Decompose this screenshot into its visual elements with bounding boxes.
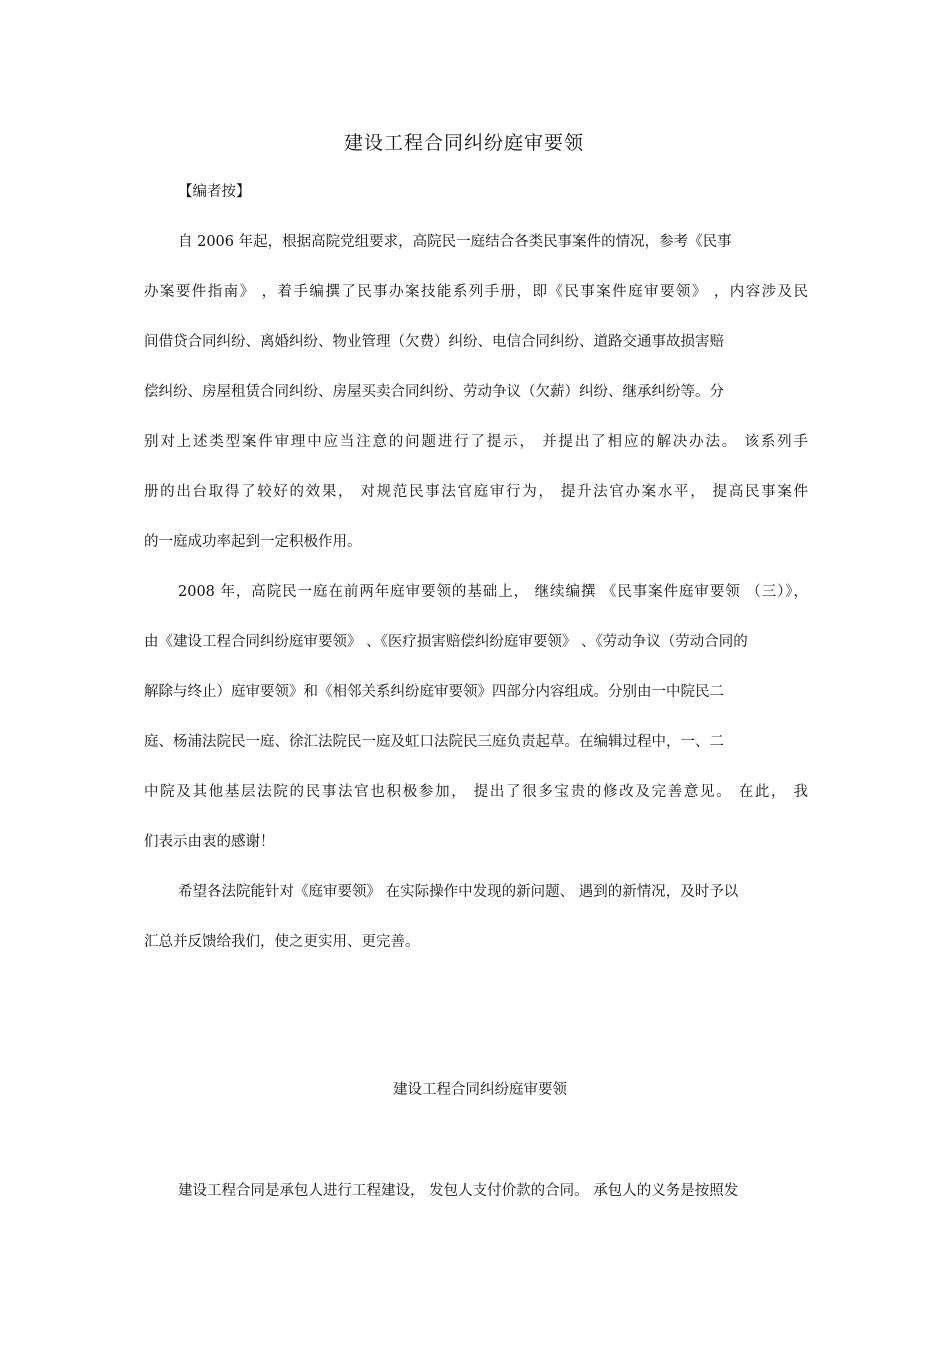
paragraph-line: 办案要件指南》 ，着手编撰了民事办案技能系列手册，即《民事案件庭审要领》 ，内容涉及民 [144,284,808,300]
paragraph-line: 2008 年，高院民一庭在前两年庭审要领的基础上， 继续编撰 《民事案件庭审要领 （三）》， [178,584,808,600]
paragraph-line: 庭、杨浦法院民一庭、徐汇法院民一庭及虹口法院民三庭负责起草。在编辑过程中，一、二 [144,734,724,750]
paragraph-line: 中院及其他基层法院的民事法官也积极参加， 提出了很多宝贵的修改及完善意见。 在此， 我 [144,784,808,800]
paragraph-line: 偿纠纷、房屋租赁合同纠纷、房屋买卖合同纠纷、劳动争议（欠薪）纠纷、继承纠纷等。分 [144,384,724,400]
paragraph-line: 汇总并反馈给我们，使之更实用、更完善。 [144,934,420,950]
paragraph-line: 建设工程合同是承包人进行工程建设， 发包人支付价款的合同。 承包人的义务是按照发 [178,1183,739,1199]
paragraph-line: 自 2006 年起，根据高院党组要求，高院民一庭结合各类民事案件的情况，参考《民事 [178,234,732,250]
paragraph-line: 由《建设工程合同纠纷庭审要领》 、《医疗损害赔偿纠纷庭审要领》 、《劳动争议（劳动合同的 [144,634,748,650]
paragraph-line: 册的出台取得了较好的效果， 对规范民事法官庭审行为， 提升法官办案水平， 提高民事案件 [144,484,808,500]
paragraph-line: 希望各法院能针对《庭审要领》 在实际操作中发现的新问题、 遇到的新情况，及时予以 [178,884,739,900]
document-title: 建设工程合同纠纷庭审要领 [343,132,584,154]
section-title: 建设工程合同纠纷庭审要领 [393,1082,567,1098]
paragraph-line: 们表示由衷的感谢！ [144,834,275,850]
paragraph-line: 间借贷合同纠纷、离婚纠纷、物业管理（欠费）纠纷、电信合同纠纷、道路交通事故损害赔 [144,334,724,350]
paragraph-line: 解除与终止）庭审要领》和《相邻关系纠纷庭审要领》四部分内容组成。分别由一中院民二 [144,684,724,700]
paragraph-line: 别对上述类型案件审理中应当注意的问题进行了提示， 并提出了相应的解决办法。 该系列手 [144,434,808,450]
paragraph-line: 的一庭成功率起到一定积极作用。 [144,534,362,550]
editor-note-label: 【编者按】 [178,184,251,200]
